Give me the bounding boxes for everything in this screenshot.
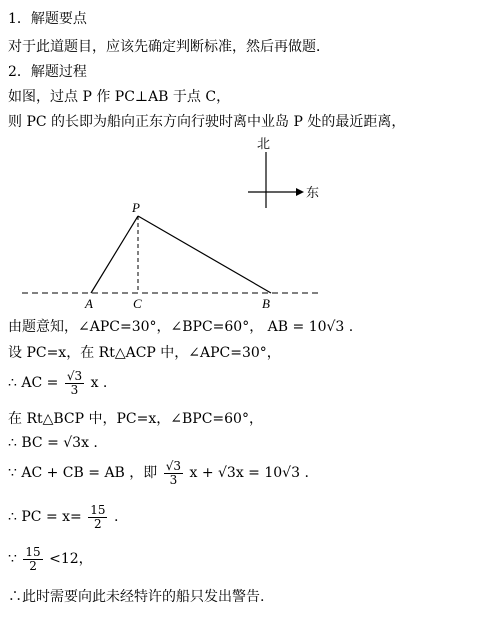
compass-north-label: 北	[257, 136, 271, 151]
geometry-figure	[0, 132, 490, 312]
comparison-fraction-den: 2	[29, 558, 37, 573]
triangle-bcp-statement: 在 Rt△BCP 中，PC=x，∠BPC=60°，	[8, 411, 263, 427]
sum-equation	[8, 458, 309, 488]
comparison-fraction	[23, 546, 42, 573]
heading-key-points: 1．解题要点	[8, 11, 87, 27]
comparison-prefix: ∵	[8, 551, 17, 567]
heading-solution-process: 2．解题过程	[8, 64, 87, 80]
let-statement: 设 PC=x，在 Rt△ACP 中，∠APC=30°，	[8, 345, 281, 361]
point-label-B: B	[262, 296, 270, 311]
compass-arrow-icon	[296, 188, 304, 196]
pc-fraction	[88, 504, 107, 531]
sum-fraction-num: √3	[165, 458, 182, 473]
point-label-P: P	[132, 200, 140, 215]
given-conditions: 由题意知，∠APC=30°，∠BPC=60°， AB = 10√3 .	[8, 319, 354, 335]
ac-prefix: ∴ AC =	[8, 375, 59, 391]
comparison-suffix: <12，	[49, 551, 93, 567]
point-label-C: C	[133, 296, 142, 311]
ac-equation	[8, 368, 107, 398]
process-intro: 如图，过点 P 作 PC⊥AB 于点 C，	[8, 89, 231, 105]
pc-equation	[8, 502, 118, 532]
key-point-text: 对于此道题目，应该先确定判断标准，然后再做题．	[8, 39, 330, 55]
process-claim: 则 PC 的长即为船向正东方向行驶时离中业岛 P 处的最近距离，	[8, 114, 406, 130]
bc-equation: ∴ BC = √3x .	[8, 435, 98, 451]
comparison-fraction-num: 15	[25, 544, 41, 559]
sum-fraction	[164, 460, 183, 487]
point-label-A: A	[85, 296, 93, 311]
pc-fraction-num: 15	[90, 502, 106, 517]
conclusion: ∴此时需要向此未经特许的船只发出警告.	[8, 589, 265, 605]
compass-east-label: 东	[306, 185, 320, 200]
comparison	[8, 544, 93, 574]
sum-suffix: x + √3x = 10√3 .	[189, 465, 309, 481]
pc-fraction-den: 2	[94, 516, 102, 531]
ac-suffix: x .	[90, 375, 108, 391]
sum-fraction-den: 3	[169, 472, 178, 487]
ac-fraction-den: 3	[70, 382, 79, 397]
ac-fraction	[65, 370, 84, 397]
ac-fraction-num: √3	[66, 368, 83, 383]
segment-PB	[138, 216, 271, 293]
sum-prefix: ∵ AC + CB = AB ，即	[8, 465, 158, 481]
pc-suffix: .	[113, 509, 119, 525]
segment-PA	[91, 216, 138, 293]
pc-prefix: ∴ PC = x=	[8, 509, 82, 525]
